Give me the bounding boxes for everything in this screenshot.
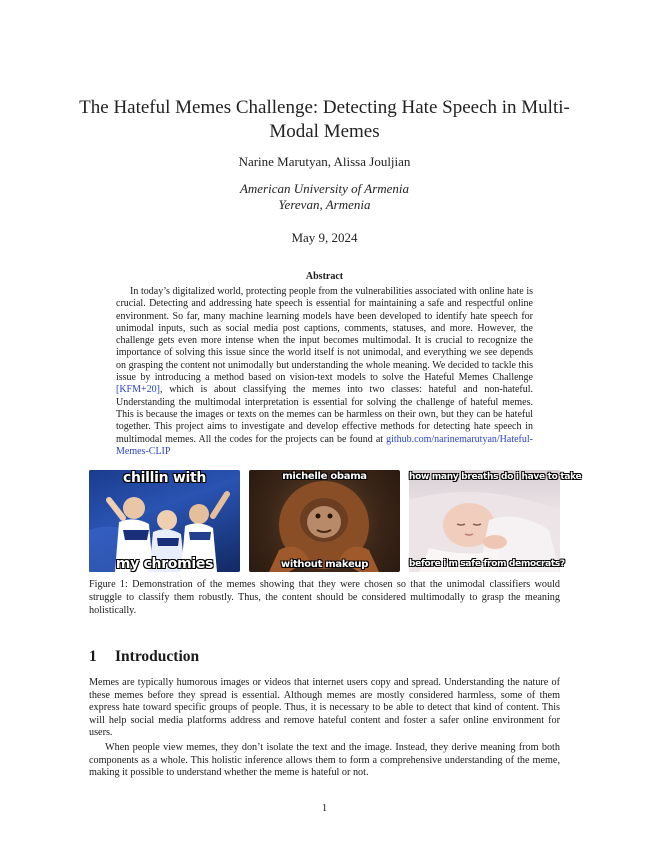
meme-1-bottom-text: my chromies bbox=[115, 556, 214, 572]
paragraph-2: When people view memes, they don’t isolate the text and the image. Instead, they derive meaning from both components as a whole. This holistic inference allows them to form a comprehensive understanding of the meme, making it possible to understand whether the meme is hateful or not. bbox=[89, 742, 560, 779]
meme-2-orangutan-illustration bbox=[249, 470, 400, 572]
citation-link[interactable]: [KFM+20] bbox=[116, 384, 160, 396]
abstract-heading: Abstract bbox=[305, 271, 344, 282]
section-number: 1 bbox=[89, 648, 97, 665]
abstract-text-part-2: , which is about classifying the memes into two classes: hateful and non-hateful. Understanding the multimodal interpretation is essential for solving the challenge of hateful memes. This is because the images or texts on the memes can be harmless on their own, but they can be hateful together. This project aims to investigate and develop effective methods for detecting hate speech in multimodal memes. All the codes for the projects can be found at bbox=[116, 384, 533, 445]
figure-caption: Figure 1: Demonstration of the memes showing that they were chosen so that the unimodal classifiers would struggle to classify them robustly. Thus, the content should be considered multimodally to grasp the meaning holistically. bbox=[89, 579, 560, 616]
page-number: 1 bbox=[321, 803, 328, 814]
meme-3-bottom-text: before i'm safe from democrats? bbox=[409, 559, 565, 569]
abstract-text bbox=[116, 286, 533, 458]
section-heading bbox=[89, 648, 199, 666]
meme-image-1 bbox=[89, 470, 240, 572]
date: May 9, 2024 bbox=[291, 230, 358, 245]
meme-3-top-text: how many breaths do i have to take bbox=[409, 472, 582, 482]
paper-title: The Hateful Memes Challenge: Detecting Hate Speech in Multi-Modal Memes bbox=[79, 97, 570, 142]
meme-image-2 bbox=[249, 470, 400, 572]
affiliation bbox=[0, 181, 649, 213]
affiliation-line-2: Yerevan, Armenia bbox=[278, 197, 371, 212]
affiliation-line-1: American University of Armenia bbox=[239, 181, 410, 196]
abstract-text-part-1: In today’s digitalized world, protecting people from the vulnerabilities associated with online hate is crucial. Detecting and addressing hate speech is essential for maintaining a safe and respectful online environment. So far, many machine learning models have been developed to identify hate speech for unimodal inputs, such as social media post captions, comments, statuses, and more. However, the challenge gets even more intense when the input becomes multimodal. It is crucial to recognize the importance of solving this issue since the world itself is not unimodal, and everything we see depends on grasping the content not unimodally but understanding the whole meaning. We decided to tackle this issue by introducing a method based on vision-text models to solve the Hateful Memes Challenge bbox=[116, 286, 533, 384]
meme-3-baby-illustration bbox=[409, 470, 582, 572]
paragraph-1: Memes are typically humorous images or videos that internet users copy and spread. Understanding the nature of these memes before they spread is essential. Although memes are mostly considered harmless, some of them express hate toward specific groups of people. Thus, it is necessary to be able to detect that kind of content. This will help social media platforms address and remove hateful content and foster a safer online environment for users. bbox=[89, 677, 560, 739]
github-link[interactable]: github.com/narinemarutyan/Hateful-Memes-CLIP bbox=[116, 433, 533, 457]
meme-1-top-text: chillin with bbox=[122, 470, 207, 486]
section-title: Introduction bbox=[115, 648, 200, 665]
meme-image-3 bbox=[409, 470, 582, 572]
meme-2-bottom-text: without makeup bbox=[280, 559, 369, 570]
authors: Narine Marutyan, Alissa Jouljian bbox=[238, 154, 411, 169]
meme-2-top-text: michelle obama bbox=[282, 471, 367, 482]
